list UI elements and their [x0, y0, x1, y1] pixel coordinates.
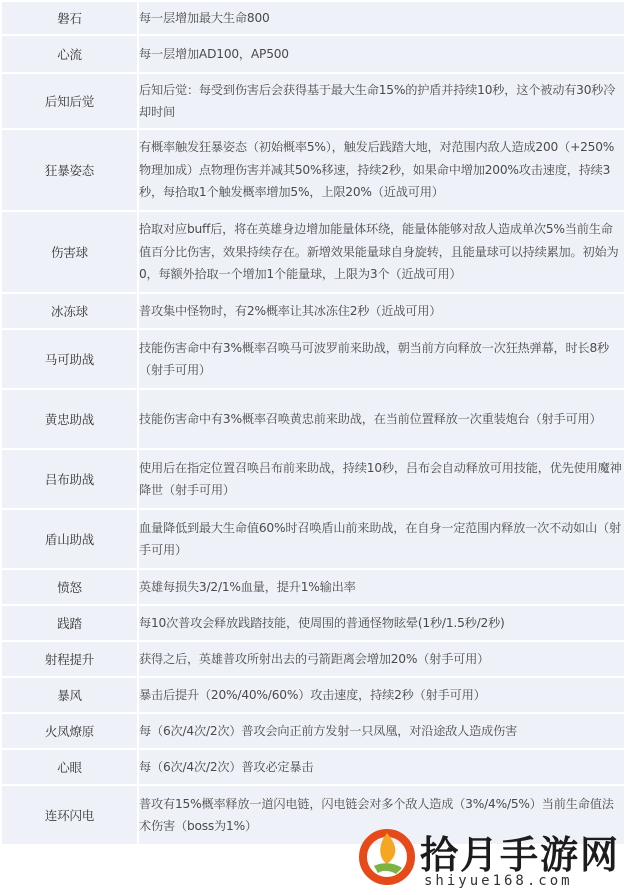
- skill-name: 心眼: [2, 750, 137, 784]
- skill-description: 后知后觉：每受到伤害后会获得基于最大生命15%的护盾并持续10秒，这个被动有30秒冷却时间: [139, 74, 624, 128]
- table-row: [2, 606, 624, 640]
- table-row: [2, 570, 624, 604]
- table-row: [2, 2, 624, 34]
- skill-name: 吕布助战: [2, 450, 137, 508]
- skill-description: 技能伤害命中有3%概率召唤黄忠前来助战，在当前位置释放一次重装炮台（射手可用）: [139, 390, 624, 448]
- skill-name: 射程提升: [2, 642, 137, 676]
- skill-description: 有概率触发狂暴姿态（初始概率5%），触发后践踏大地，对范围内敌人造成200（+250%物理加成）点物理伤害并减其50%移速，持续2秒，如果命中增加200%攻击速度，持续3秒，每拾取1个触发概率增加5%，上限20%（近战可用）: [139, 130, 624, 210]
- skill-description: 英雄每损失3/2/1%血量，提升1%输出率: [139, 570, 624, 604]
- skill-description: 血量降低到最大生命值60%时召唤盾山前来助战，在自身一定范围内释放一次不动如山（射手可用）: [139, 510, 624, 568]
- table-row: [2, 678, 624, 712]
- skill-name: 后知后觉: [2, 74, 137, 128]
- skill-description: 每10次普攻会释放践踏技能，使周围的普通怪物眩晕(1秒/1.5秒/2秒): [139, 606, 624, 640]
- table-row: [2, 714, 624, 748]
- skill-name: 盾山助战: [2, 510, 137, 568]
- table-row: [2, 212, 624, 292]
- table-row: [2, 130, 624, 210]
- watermark-url: shiyue168.com: [424, 873, 573, 889]
- watermark-title: 拾月手游网: [420, 832, 621, 877]
- skill-name: 愤怒: [2, 570, 137, 604]
- skill-name: 践踏: [2, 606, 137, 640]
- watermark: [348, 818, 624, 892]
- skill-name: 磐石: [2, 2, 137, 34]
- skill-name: 心流: [2, 36, 137, 72]
- table-row: [2, 642, 624, 676]
- watermark-logo-icon: [356, 824, 418, 886]
- skill-description: 技能伤害命中有3%概率召唤马可波罗前来助战，朝当前方向释放一次狂热弹幕，时长8秒（射手可用）: [139, 330, 624, 388]
- skill-name: 暴风: [2, 678, 137, 712]
- table-row: [2, 510, 624, 568]
- skill-description: 每（6次/4次/2次）普攻必定暴击: [139, 750, 624, 784]
- skill-description: 获得之后，英雄普攻所射出去的弓箭距离会增加20%（射手可用）: [139, 642, 624, 676]
- table-row: [2, 450, 624, 508]
- skill-description: 普攻集中怪物时，有2%概率让其冰冻住2秒（近战可用）: [139, 294, 624, 328]
- skill-description: 使用后在指定位置召唤吕布前来助战，持续10秒，吕布会自动释放可用技能，优先使用魔神降世（射手可用）: [139, 450, 624, 508]
- skill-description: 每一层增加最大生命800: [139, 2, 624, 34]
- skill-name: 马可助战: [2, 330, 137, 388]
- skill-name: 黄忠助战: [2, 390, 137, 448]
- table-row: [2, 750, 624, 784]
- skill-description: 暴击后提升（20%/40%/60%）攻击速度，持续2秒（射手可用）: [139, 678, 624, 712]
- table-row: [2, 330, 624, 388]
- skill-name: 狂暴姿态: [2, 130, 137, 210]
- skill-description: 普攻有15%概率释放一道闪电链，闪电链会对多个敌人造成（3%/4%/5%）当前生命值法术伤害（boss为1%）: [139, 786, 624, 844]
- table-row: [2, 74, 624, 128]
- skill-name: 连环闪电: [2, 786, 137, 844]
- table-row: [2, 36, 624, 72]
- skill-description: 拾取对应buff后，将在英雄身边增加能量体环绕，能量体能够对敌人造成单次5%当前生命值百分比伤害，效果持续存在。新增效果能量球自身旋转，且能量球可以持续累加。初始为0，每额外拾取一个增加1个能量球，上限为3个（近战可用）: [139, 212, 624, 292]
- skill-name: 火凤燎原: [2, 714, 137, 748]
- skill-description: 每一层增加AD100，AP500: [139, 36, 624, 72]
- skill-name: 冰冻球: [2, 294, 137, 328]
- skill-description: 每（6次/4次/2次）普攻会向正前方发射一只凤凰，对沿途敌人造成伤害: [139, 714, 624, 748]
- skill-table: [2, 0, 624, 846]
- skill-name: 伤害球: [2, 212, 137, 292]
- table-row: [2, 390, 624, 448]
- table-row: [2, 294, 624, 328]
